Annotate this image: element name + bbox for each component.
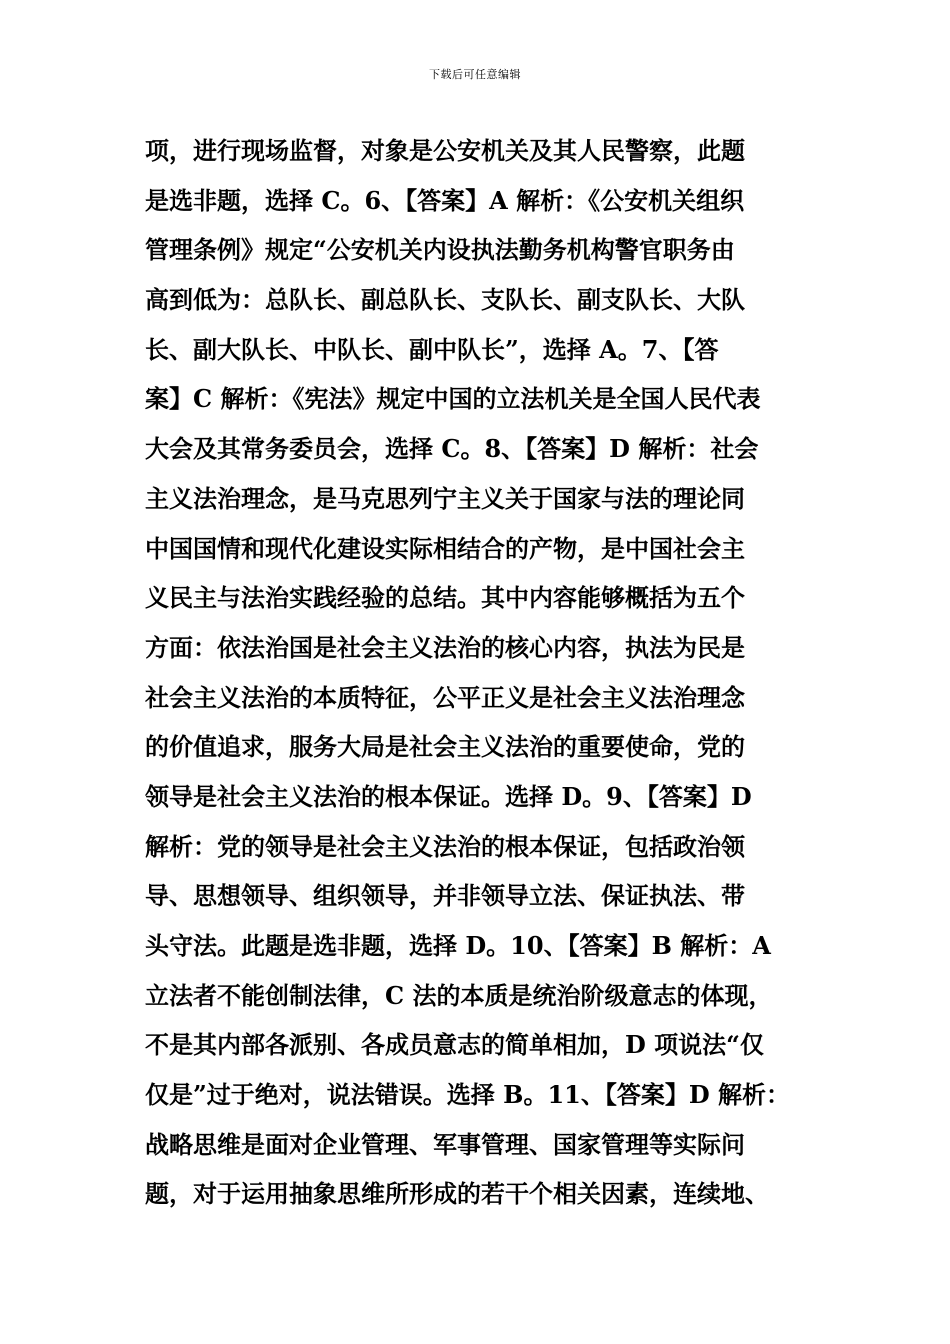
text-line: 是选非题，选择 C。6、【答案】A 解析：《公安机关组织 (145, 185, 745, 215)
text-line: 战略思维是面对企业管理、军事管理、国家管理等实际问 (145, 1129, 745, 1159)
text-line: 大会及其常务委员会，选择 C。8、【答案】D 解析：社会 (145, 434, 759, 464)
text-line: 项，进行现场监督，对象是公安机关及其人民警察，此题 (145, 136, 745, 165)
text-line: 管理条例》规定“公安机关内设执法勤务机构警官职务由 (145, 235, 735, 265)
text-line: 头守法。此题是选非题，选择 D。10、【答案】B 解析：A (145, 931, 771, 960)
page-header-note: 下载后可任意编辑 (429, 68, 521, 81)
text-line: 立法者不能创制法律，C 法的本质是统治阶级意志的体现， (145, 980, 773, 1010)
text-line: 领导是社会主义法治的根本保证。选择 D。9、【答案】D (145, 781, 752, 811)
text-line: 长、副大队长、中队长、副中队长”，选择 A。7、【答 (145, 334, 719, 364)
text-line: 的价值追求，服务大局是社会主义法治的重要使命，党的 (145, 732, 745, 762)
document-body (145, 126, 825, 1219)
text-line: 主义法治理念，是马克思列宁主义关于国家与法的理论同 (145, 483, 745, 513)
text-line: 中国国情和现代化建设实际相结合的产物，是中国社会主 (145, 533, 745, 563)
text-line: 方面：依法治国是社会主义法治的核心内容，执法为民是 (145, 632, 745, 662)
text-line: 案】C 解析：《宪法》规定中国的立法机关是全国人民代表 (145, 384, 761, 414)
text-line: 题，对于运用抽象思维所形成的若干个相关因素，连续地、 (145, 1179, 769, 1209)
text-line: 解析：党的领导是社会主义法治的根本保证，包括政治领 (145, 831, 745, 861)
text-line: 仅是”过于绝对，说法错误。选择 B。11、【答案】D 解析： (145, 1080, 791, 1110)
text-line: 高到低为：总队长、副总队长、支队长、副支队长、大队 (145, 285, 745, 315)
text-line: 不是其内部各派别、各成员意志的简单相加，D 项说法“仅 (145, 1030, 764, 1060)
text-line: 社会主义法治的本质特征，公平正义是社会主义法治理念 (145, 682, 745, 712)
text-line: 导、思想领导、组织领导，并非领导立法、保证执法、带 (145, 881, 745, 911)
text-line: 义民主与法治实践经验的总结。其中内容能够概括为五个 (145, 583, 745, 613)
